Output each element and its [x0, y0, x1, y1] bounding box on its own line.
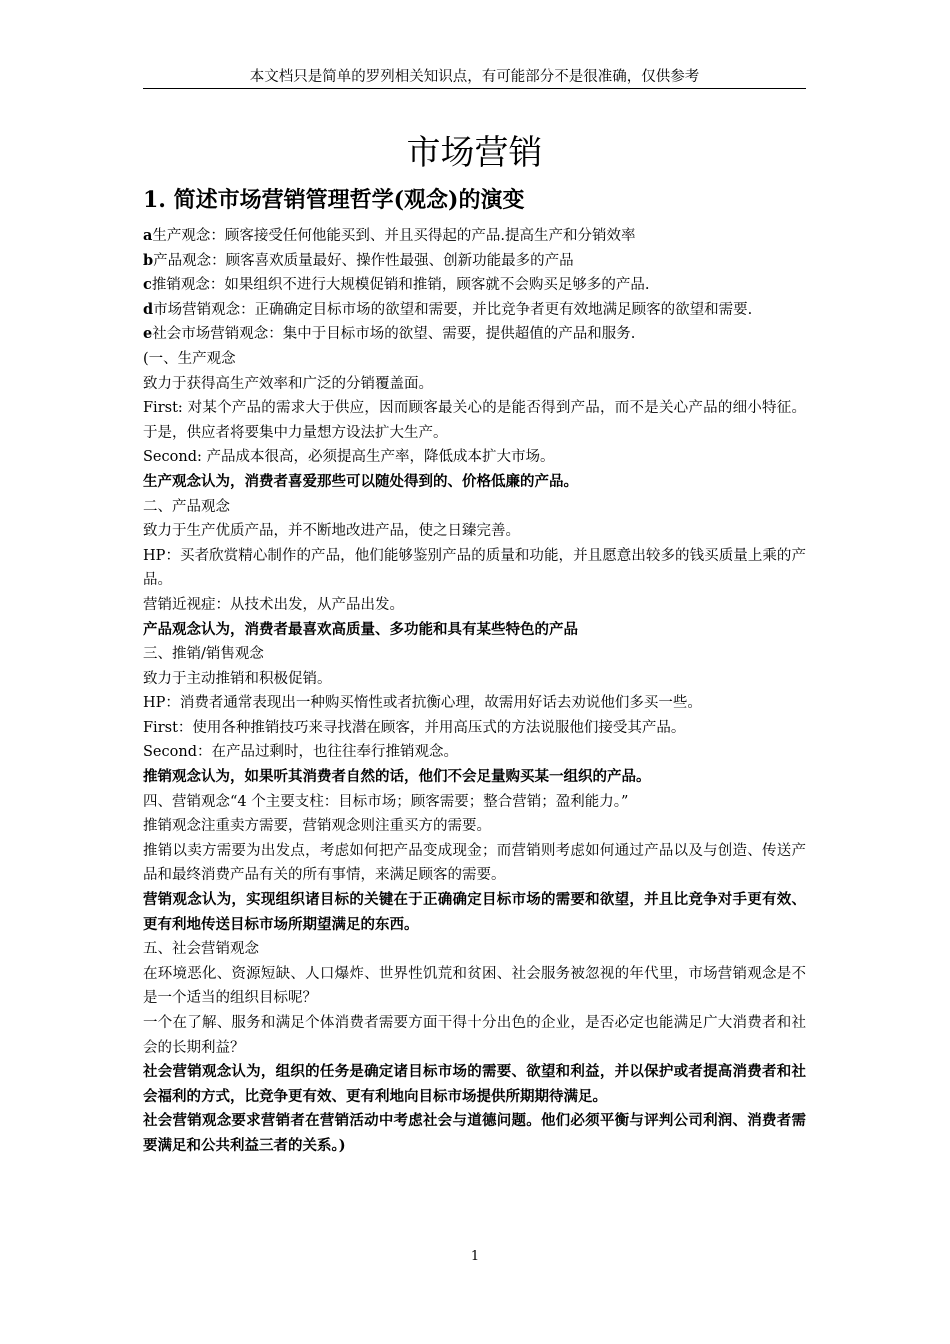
key-statement: 产品观念认为，消费者最喜欢高质量、多功能和具有某些特色的产品: [143, 620, 578, 638]
document-body: [143, 224, 806, 1159]
concept-item: [143, 224, 806, 249]
body-paragraph: HP：消费者通常表现出一种购买惰性或者抗衡心理，故需用好话去劝说他们多买一些。: [143, 695, 702, 712]
body-paragraph: HP：买者欣赏精心制作的产品，他们能够鉴别产品的质量和功能，并且愿意出较多的钱买质量上乘的产品。: [143, 547, 806, 589]
concept-letter: c: [143, 276, 152, 294]
concept-letter: b: [143, 251, 154, 269]
concept-letter: e: [143, 325, 153, 343]
body-paragraph: 推销观念注重卖方需要，营销观念则注重买方的需要。: [143, 818, 491, 835]
body-paragraph: 二、产品观念: [143, 498, 230, 515]
body-paragraph: 营销近视症：从技术出发，从产品出发。: [143, 596, 404, 613]
concept-letter: a: [143, 227, 153, 244]
body-paragraph: 四、营销观念“4 个主要支柱：目标市场；顾客需要；整合营销；盈利能力。”: [143, 793, 629, 810]
document-title: 市场营销: [406, 133, 543, 173]
body-paragraph: 五、社会营销观念: [143, 941, 259, 958]
body-paragraph: 致力于主动推销和积极促销。: [143, 670, 332, 687]
concept-item: [143, 273, 806, 298]
body-paragraph: First：使用各种推销技巧来寻找潜在顾客，并用高压式的方法说服他们接受其产品。: [143, 719, 686, 736]
body-paragraph: 致力于生产优质产品，并不断地改进产品，使之日臻完善。: [143, 523, 520, 540]
key-statement: 社会营销观念要求营销者在营销活动中考虑社会与道德问题。他们必须平衡与评判公司利润、消费者需要满足和公共利益三者的关系。): [143, 1112, 806, 1154]
body-paragraph: Second：在产品过剩时，也往往奉行推销观念。: [143, 744, 458, 761]
body-paragraph: 致力于获得高生产效率和广泛的分销覆盖面。: [143, 375, 433, 392]
body-paragraph: (一、生产观念: [143, 350, 236, 367]
body-paragraph: 一个在了解、服务和满足个体消费者需要方面干得十分出色的企业，是否必定也能满足广大消费者和社会的长期利益？: [143, 1015, 806, 1056]
concept-letter: d: [143, 300, 154, 318]
concept-text: 推销观念：如果组织不进行大规模促销和推销，顾客就不会购买足够多的产品.: [151, 277, 650, 294]
body-paragraph: First: 对某个产品的需求大于供应，因而顾客最关心的是能否得到产品，而不是关心产品的细小特征。于是，供应者将要集中力量想方设法扩大生产。: [143, 400, 806, 441]
key-statement: 营销观念认为，实现组织诸目标的关键在于正确确定目标市场的需要和欲望，并且比竞争对手更有效、更有利地传送目标市场所期望满足的东西。: [143, 891, 806, 933]
section-heading: 1. 简述市场营销管理哲学(观念)的演变: [143, 187, 525, 213]
page-header: 本文档只是简单的罗列相关知识点，有可能部分不是很准确，仅供参考: [249, 69, 700, 85]
body-paragraph: 推销以卖方需要为出发点，考虑如何把产品变成现金；而营销则考虑如何通过产品以及与创造、传送产品和最终消费产品有关的所有事情，来满足顾客的需要。: [143, 842, 806, 884]
body-paragraph: 三、推销/销售观念: [143, 646, 264, 663]
concept-list: [143, 224, 806, 347]
concept-text: 市场营销观念：正确确定目标市场的欲望和需要，并比竞争者更有效地满足顾客的欲望和需要.: [153, 301, 753, 318]
page-number: 1: [470, 1249, 480, 1264]
concept-item: [143, 249, 806, 274]
key-statement: 社会营销观念认为，组织的任务是确定诸目标市场的需要、欲望和利益，并以保护或者提高消费者和社会福利的方式，比竞争更有效、更有利地向目标市场提供所期期待满足。: [143, 1063, 806, 1105]
concept-text: 社会市场营销观念：集中于目标市场的欲望、需要，提供超值的产品和服务.: [152, 326, 636, 343]
concept-item: [143, 322, 806, 347]
concept-item: [143, 298, 806, 323]
paragraph-list: [143, 347, 806, 1159]
key-statement: 生产观念认为，消费者喜爱那些可以随处得到的、价格低廉的产品。: [143, 472, 578, 490]
concept-text: 产品观念：顾客喜欢质量最好、操作性最强、创新功能最多的产品: [153, 252, 574, 269]
body-paragraph: Second: 产品成本很高，必须提高生产率，降低成本扩大市场。: [143, 449, 555, 466]
key-statement: 推销观念认为，如果听其消费者自然的话，他们不会足量购买某一组织的产品。: [143, 768, 651, 786]
body-paragraph: 在环境恶化、资源短缺、人口爆炸、世界性饥荒和贫困、社会服务被忽视的年代里，市场营销观念是不是一个适当的组织目标呢？: [143, 965, 806, 1007]
header-rule: [143, 88, 806, 89]
concept-text: 生产观念：顾客接受任何他能买到、并且买得起的产品.提高生产和分销效率: [152, 228, 636, 244]
